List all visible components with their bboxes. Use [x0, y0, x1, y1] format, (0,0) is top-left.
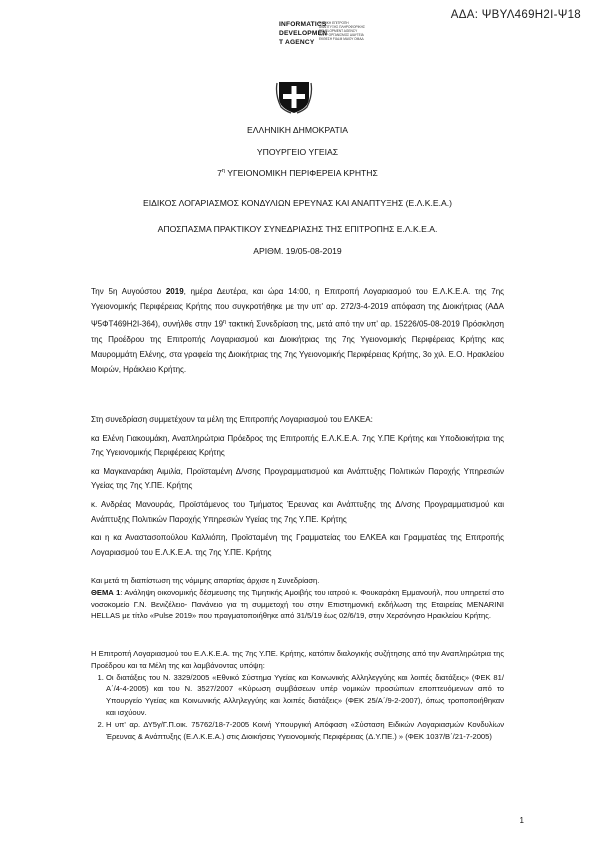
greek-emblem-icon [275, 77, 313, 115]
considerations-intro: Η Επιτροπή Λογαριασμού του Ε.Λ.Κ.Ε.Α. της 7ης Υ.ΠΕ. Κρήτης, κατόπιν διαλογικής συζήτησης από την Αναπληρώτρια της Προέδρου και τα Μέλη της και λαμβάνοντας υπόψη: [91, 649, 505, 670]
members-intro: Στη συνεδρίαση συμμετέχουν τα μέλη της Επιτροπής Λογαριασμού του ΕΛΚΕΑ: [91, 415, 373, 424]
member-item: κ. Ανδρέας Μανουράς, Προϊστάμενος του Τμήματος Έρευνας και Ανάπτυξης της Δ/νσης Προγραμματισμού και Ανάπτυξης Πολιτικών Παροχής Υπηρεσιών Υγείας της 7ης Υ.ΠΕ. Κρήτης [91, 499, 504, 524]
paragraph-text: , ημέρα Δευτέρα, και ώρα 14:00, η Επιτροπή Λογαριασμού του Ε.Λ.Κ.Ε.Α. της 7ης Υγειονομικής Περιφέρειας Κρήτης που συγκροτήθηκε με την υπ' αρ. 272/3-4-2019 απόφαση της Διοικήτριας (ΑΔΑ Ψ5ΦΤ469Η2Ι-364), συνήλθε στην 19 [91, 287, 505, 329]
list-item: 1. Οι διατάξεις του Ν. 3329/2005 «Εθνικό Σύστημα Υγείας και Κοινωνικής Αλληλεγγύης και λοιπές διατάξεις» (ΦΕΚ 81/Α΄/4-4-2005) και του Ν. 3527/2007 «Κύρωση συμβάσεων υπέρ νομικών προσώπων εποπτευόμενων από το Υπουργείο Υγείας και Κοινωνικής Αλληλεγγύης και λοιπές διατάξεις» (ΦΕΚ 25/Α΄/9-2-2007), όπως τροποποιήθηκαν και ισχύουν. [106, 672, 504, 719]
logo-line: T AGENCY [279, 39, 315, 46]
topic-block [91, 575, 504, 622]
paragraph-superscript: η [223, 318, 227, 325]
page-number: 1 [519, 816, 524, 825]
quorum-line: Και μετά τη διαπίστωση της νόμιμης απαρτίας άρχισε η Συνεδρίαση. [91, 576, 320, 585]
header-account: ΕΙΔΙΚΟΣ ΛΟΓΑΡΙΑΣΜΟΣ ΚΟΝΔΥΛΙΩΝ ΕΡΕΥΝΑΣ ΚΑΙ ΑΝΑΠΤΥΞΗΣ (Ε.Λ.Κ.Ε.Α.) [143, 198, 452, 208]
paragraph-text: Την 5η Αυγούστου [91, 287, 166, 296]
region-name: ΥΓΕΙΟΝΟΜΙΚΗ ΠΕΡΙΦΕΡΕΙΑ ΚΡΗΤΗΣ [224, 168, 378, 178]
members-block [91, 413, 504, 560]
paragraph-year: 2019 [165, 287, 184, 296]
meeting-paragraph [91, 284, 504, 377]
header-region [0, 168, 595, 178]
logo-line: DEVELOPMEN [279, 30, 328, 37]
region-number: 7 [217, 168, 222, 178]
header-republic: ΕΛΛΗΝΙΚΗ ΔΗΜΟΚΡΑΤΙΑ [247, 125, 348, 135]
topic-label: ΘΕΜΑ 1 [91, 587, 121, 597]
member-item: και η κα Αναστασοπούλου Καλλιόπη, Προϊσταμένη της Γραμματείας του ΕΛΚΕΑ και Γραμματέας της Επιτροπής Λογαριασμού του Ε.Λ.Κ.Ε.Α. της 7ης Υ.ΠΕ. Κρήτης [91, 533, 504, 557]
header-excerpt: ΑΠΟΣΠΑΣΜΑ ΠΡΑΚΤΙΚΟΥ ΣΥΝΕΔΡΙΑΣΗΣ ΤΗΣ ΕΠΙΤΡΟΠΗΣ Ε.Λ.Κ.Ε.Α. [157, 224, 438, 234]
considerations-list [91, 672, 504, 743]
logo-small-text: ΕΘΝΙΚΗ ΕΠΙΤΡΟΠΗ ΑΝΑΠΤΥΞΗΣ ΠΛΗΡΟΦΟΡΙΚΗΣ DEVELOPMENT AGENCY ΠΛΗΡ ΟΡΓΑΝΙΣΜΟΣ ΔΙΑΥΓΕΙΑ ΕΚΘΕΣΗ FIALM ΜΑΙΟΥ ΟΜΑΔ [319, 21, 365, 42]
diavgeia-logo [279, 20, 365, 47]
header-ministry: ΥΠΟΥΡΓΕΙΟ ΥΓΕΙΑΣ [256, 147, 339, 157]
paragraph-text: τακτική Συνεδρίαση της, μετά από την υπ' αρ. 15226/05-08-2019 Πρόσκληση της Προέδρου της Επιτροπής Λογαριασμού και Διοικήτριας της 7ης Υγειονομικής Περιφέρειας Κρήτης κας Μαυρομμάτη Ελένης, στα γραφεία της Διοικήτριας της 7ης Υγειονομικής Περιφέρειας Κρήτης, 3ο χιλ. Ε.Ο. Ηρακλείου Μοιρών, Ηράκλειο Κρήτης. [91, 319, 504, 375]
considerations-block [91, 648, 504, 742]
topic-description: : Ανάληψη οικονομικής δέσμευσης της Τιμητικής Αμοιβής του ιατρού κ. Φουκαράκη Εμμανουήλ, που υπηρετεί στο νοσοκομείο Γ.Ν. Βενιζέλειο- Πανάνειο για τη συμμετοχή του στην Επιστημονική εκδήλωση της Εταιρείας MENARINI HELLAS με τίτλο «Pulse 2019» που πραγματοποιήθηκε από 31/5/19 έως 02/6/19, στην Χερσόνησο Ηρακλείου Κρήτης. [91, 587, 504, 621]
topic-text [91, 587, 504, 622]
list-item: 2. Η υπ' αρ. ΔΥ5γ/Γ.Π.οικ. 75762/18-7-2005 Κοινή Υπουργική Απόφαση «Σύσταση Ειδικών Λογαριασμών Κονδυλίων Έρευνας & Ανάπτυξης (Ε.Λ.Κ.Ε.Α.) στις Διοικήσεις Υγειονομικής Περιφέρειας (Δ.Υ.ΠΕ.) » (ΦΕΚ 1037/Β΄/21-7-2005) [106, 719, 504, 743]
header-number: ΑΡΙΘΜ. 19/05-08-2019 [253, 246, 342, 256]
ada-code: ΑΔΑ: ΨΒΥΛ469Η2Ι-Ψ18 [450, 9, 581, 21]
logo-line: INFORMATICS [279, 21, 327, 28]
region-superscript: η [221, 168, 225, 175]
member-item: κα Μαγκαναράκη Αιμιλία, Προϊσταμένη Δ/νσης Προγραμματισμού και Ανάπτυξης Πολιτικών Παροχής Υπηρεσιών Υγείας της 7ης Υ.ΠΕ. Κρήτης [91, 466, 504, 491]
member-item: κα Ελένη Γιακουμάκη, Αναπληρώτρια Πρόεδρος της Επιτροπής Ε.Λ.Κ.Ε.Α. 7ης Υ.ΠΕ Κρήτης και Υποδιοικήτρια της 7ης Υγειονομικής Περιφέρειας Κρήτης [91, 433, 504, 458]
